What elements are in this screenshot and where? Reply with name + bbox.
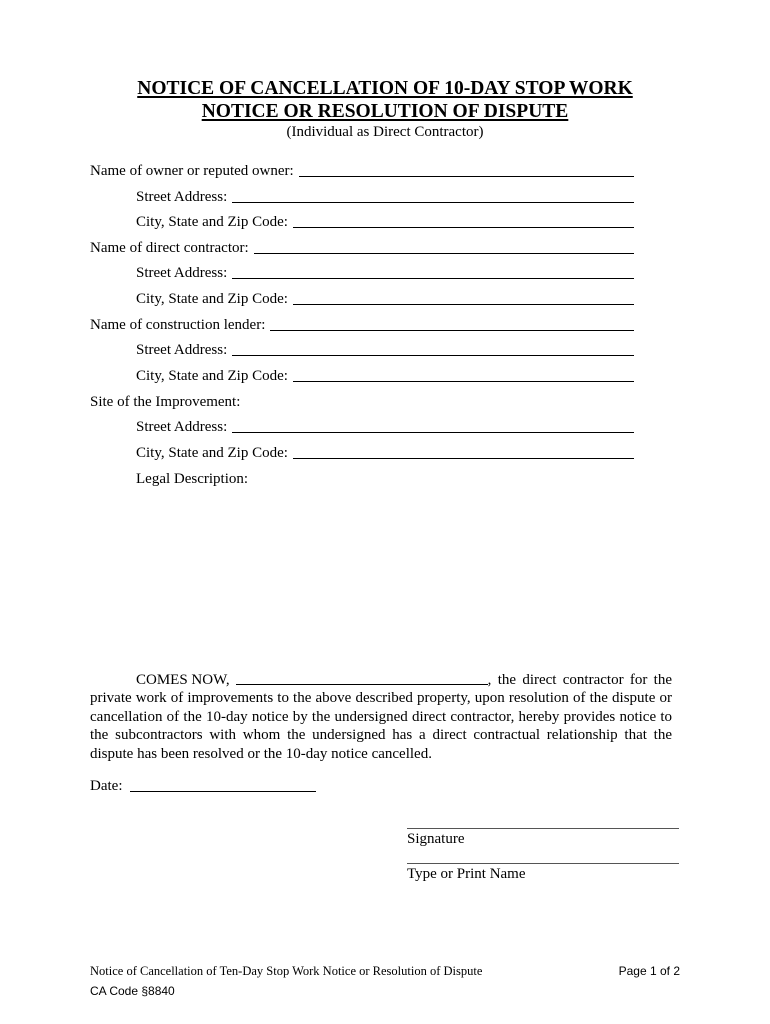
title-text-2: NOTICE OR RESOLUTION OF DISPUTE [201, 101, 569, 122]
field-label: Site of the Improvement: [90, 394, 241, 410]
contractor-name-blank[interactable] [236, 671, 488, 685]
field-blank-line[interactable] [232, 202, 634, 203]
field-blank-line[interactable] [232, 355, 634, 356]
print-name-line[interactable] [407, 863, 679, 864]
form-field-row [136, 470, 634, 488]
comes-now-continuation: , the direct contractor for the [487, 672, 672, 688]
form-field-row [136, 188, 634, 206]
field-label: Name of direct contractor: [90, 240, 249, 256]
field-label: City, State and Zip Code: [136, 368, 288, 384]
title-text-1: NOTICE OF CANCELLATION OF 10-DAY STOP WORK [137, 78, 633, 99]
form-field-row [136, 418, 634, 436]
title-line-1 [0, 78, 770, 100]
field-blank-line[interactable] [270, 330, 634, 331]
field-blank-line[interactable] [299, 176, 634, 177]
field-label: Street Address: [136, 342, 228, 358]
comes-now-text: COMES NOW, [136, 672, 230, 688]
page-number: Page 1 of 2 [618, 964, 680, 978]
field-blank-line[interactable] [254, 253, 634, 254]
field-label: City, State and Zip Code: [136, 214, 288, 230]
field-label: Name of owner or reputed owner: [90, 163, 294, 179]
title-line-2 [0, 101, 770, 123]
signature-label: Signature [407, 831, 465, 847]
field-blank-line[interactable] [293, 381, 634, 382]
date-label: Date: [90, 778, 123, 794]
field-label: City, State and Zip Code: [136, 291, 288, 307]
form-field-row [136, 341, 634, 359]
field-label: Name of construction lender: [90, 317, 266, 333]
field-blank-line[interactable] [232, 278, 634, 279]
date-row [90, 778, 316, 795]
form-field-row [90, 316, 634, 334]
form-field-row [90, 162, 634, 180]
print-name-label: Type or Print Name [407, 866, 526, 882]
date-blank[interactable] [130, 791, 316, 792]
form-field-row [136, 290, 634, 308]
field-label: Street Address: [136, 265, 228, 281]
form-field-row [136, 367, 634, 385]
footer-title: Notice of Cancellation of Ten-Day Stop Work Notice or Resolution of Dispute [90, 964, 483, 978]
form-field-row [90, 393, 634, 411]
field-blank-line[interactable] [293, 304, 634, 305]
body-paragraph [90, 671, 672, 763]
form-field-row [136, 264, 634, 282]
field-blank-line[interactable] [293, 227, 634, 228]
body-text: private work of improvements to the above described property, upon resolution of the dispute or cancellation of the 10-day notice by the undersigned direct contractor, hereby provides notice to the subcontractors with whom the undersigned has a direct contractual relationship that the dispute has been resolved or the 10-day notice cancelled. [90, 690, 672, 762]
field-blank-line[interactable] [293, 458, 634, 459]
signature-line[interactable] [407, 828, 679, 829]
form-field-row [136, 213, 634, 231]
subtitle: (Individual as Direct Contractor) [286, 124, 484, 140]
field-label: Legal Description: [136, 471, 249, 487]
footer-code: CA Code §8840 [90, 984, 175, 998]
field-label: Street Address: [136, 419, 228, 435]
field-label: City, State and Zip Code: [136, 445, 288, 461]
form-field-row [90, 239, 634, 257]
field-blank-line[interactable] [232, 432, 634, 433]
field-label: Street Address: [136, 189, 228, 205]
form-field-row [136, 444, 634, 462]
